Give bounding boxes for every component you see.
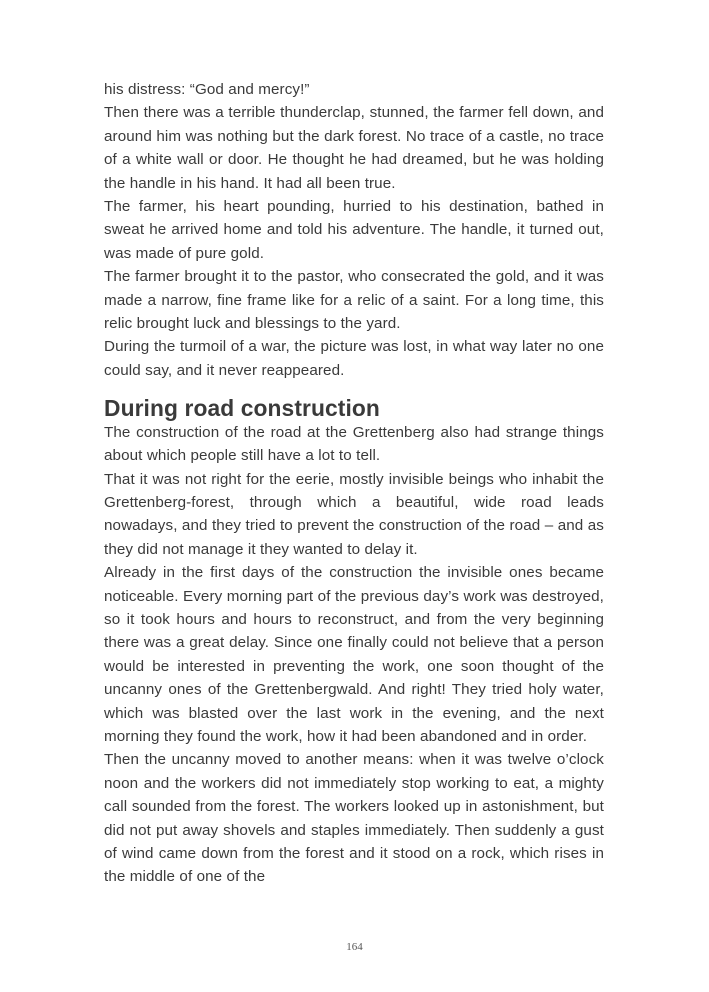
- paragraph: During the turmoil of a war, the picture was lost, in what way later no one could say, and it never reappeared.: [104, 338, 604, 379]
- paragraph: The farmer brought it to the pastor, who consecrated the gold, and it was made a narrow, fine frame like for a relic of a saint. For a long time, this relic brought luck and blessings to the yard.: [104, 268, 604, 333]
- paragraph: That it was not right for the eerie, mostly invisible beings who inhabit the Grettenberg-forest, through which a beautiful, wide road leads nowadays, and they tried to prevent the construction of the road – and as they did not manage it they wanted to delay it.: [104, 470, 604, 558]
- paragraph: Already in the first days of the construction the invisible ones became noticeable. Every morning part of the previous day’s work was destroyed, so it took hours and hours to reconstruct, and from the very beginning there was a great delay. Since one finally could not believe that a person would be interested in preventing the work, one soon thought of the uncanny ones of the Grettenbergwald. And right! They tried holy water, which was blasted over the last work in the evening, and the next morning they found the work, how it had been abandoned and in order.: [104, 564, 604, 745]
- paragraph: Then the uncanny moved to another means: when it was twelve o’clock noon and the workers did not immediately stop working to eat, a mighty call sounded from the forest. The workers looked up in astonishment, but did not put away shovels and staples immediately. Then suddenly a gust of wind came down from the forest and it stood on a rock, which rises in the middle of one of the: [104, 751, 604, 886]
- page-body: [104, 78, 604, 889]
- page-number: 164: [346, 941, 363, 953]
- section-heading: During road construction: [104, 395, 380, 422]
- paragraph: The construction of the road at the Grettenberg also had strange things about which people still have a lot to tell.: [104, 423, 604, 465]
- section-road-construction: [104, 397, 604, 889]
- section-castle-story: [104, 78, 604, 382]
- paragraph: his distress: “God and mercy!”: [104, 81, 310, 98]
- paragraph: The farmer, his heart pounding, hurried to his destination, bathed in sweat he arrived home and told his adventure. The handle, it turned out, was made of pure gold.: [104, 198, 604, 262]
- paragraph: Then there was a terrible thunderclap, stunned, the farmer fell down, and around him was nothing but the dark forest. No trace of a castle, no trace of a white wall or door. He thought he had dreamed, but he was holding the handle in his hand. It had all been true.: [104, 104, 604, 192]
